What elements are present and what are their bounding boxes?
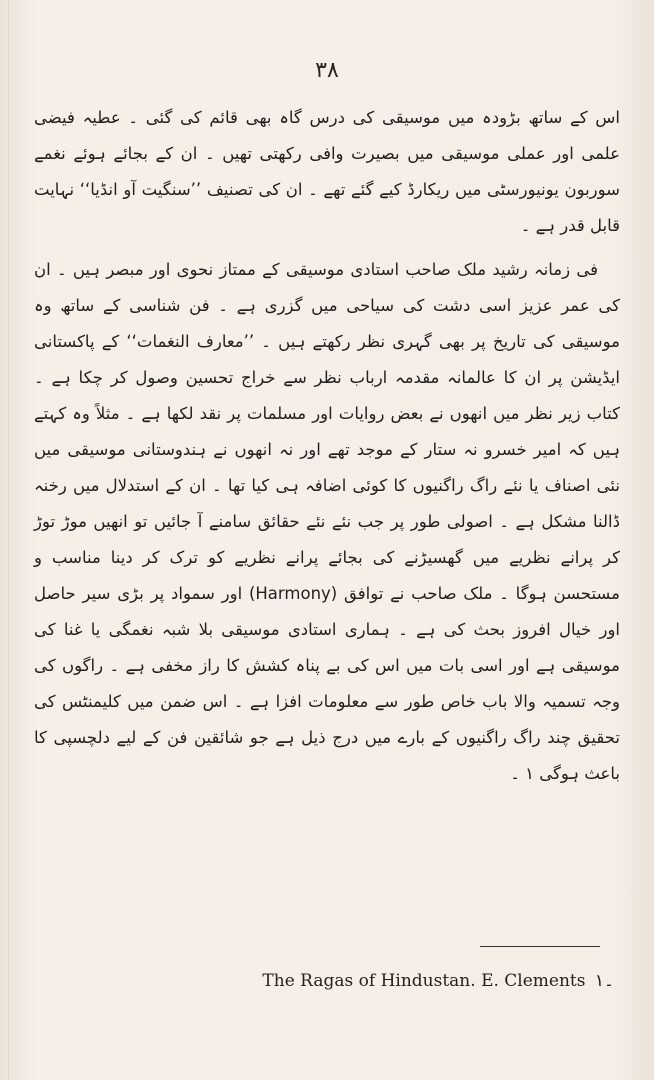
paragraph-2: فی زمانہ رشید ملک صاحب استادی موسیقی کے ممتاز نحوی اور مبصر ہیں ۔ ان کی عمر عزیز اسی دشت کی سیاحی میں گزری ہے ۔ فن شناسی کے ساتھ وہ موسیقی کی تاریخ پر بھی گہری نظر رکھتے ہیں ۔ ’’معارف النغمات‘‘ کے پاکستانی ایڈیشن پر ان کا عالمانہ مقدمہ ارباب نظر سے خراج تحسین وصول کر چکا ہے ۔ کتاب زیر نظر میں انھوں نے بعض روایات اور مسلمات پر نقد لکھا ہے ۔ مثلاً وہ کہتے ہیں کہ امیر خسرو نہ ستار کے موجد تھے اور نہ انھوں نے ہندوستانی موسیقی میں نئی اصناف یا نئے راگ راگنیوں کا کوئی اضافہ ہی کیا تھا ۔ ان کے استدلال میں رخنہ ڈالنا مشکل ہے ۔ اصولی طور پر جب نئے نئے حقائق سامنے آ جائیں تو انھیں موڑ توڑ کر پرانے نظریے میں گھسیڑنے کی بجائے پرانے نظریے کو ترک کر دینا مناسب و مستحسن ہوگا ۔ ملک صاحب نے توافق (Harmony) اور سمواد پر بڑی سیر حاصل اور خیال افروز بحث کی ہے ۔ ہماری استادی موسیقی بلا شبہ نغمگی یا غنا کی موسیقی ہے اور اسی بات میں اس کی بے پناہ کشش کا راز مخفی ہے ۔ راگوں کی وجہ تسمیہ والا باب خاص طور سے معلومات افزا ہے ۔ اس ضمن میں کلیمنٹس کی تحقیق چند راگ راگنیوں کے بارے میں درج ذیل ہے جو شائقین فن کے لیے دلچسپی کا باعث ہوگی ۱ ۔ — [34, 260, 620, 783]
page-fold-line — [8, 0, 9, 1080]
footnote-divider — [480, 946, 600, 947]
paragraph-1: اس کے ساتھ بڑودہ میں موسیقی کی درس گاہ بھی قائم کی گئی ۔ عطیہ فیضی علمی اور عملی موسیقی میں بصیرت وافی رکھتی تھیں ۔ ان کے بجائے ہوئے نغمے سوربون یونیورسٹی میں ریکارڈ کیے گئے تھے ۔ ان کی تصنیف ’’سنگیت آو انڈیا‘‘ نہایت قابل قدر ہے ۔ — [34, 108, 620, 235]
footnote-text: The Ragas of Hindustan. E. Clements — [262, 971, 586, 991]
body-text — [34, 100, 620, 800]
footnote — [40, 970, 614, 991]
footnote-mark: ۔۱ — [594, 971, 614, 991]
page-number: ۳۸ — [315, 58, 339, 83]
